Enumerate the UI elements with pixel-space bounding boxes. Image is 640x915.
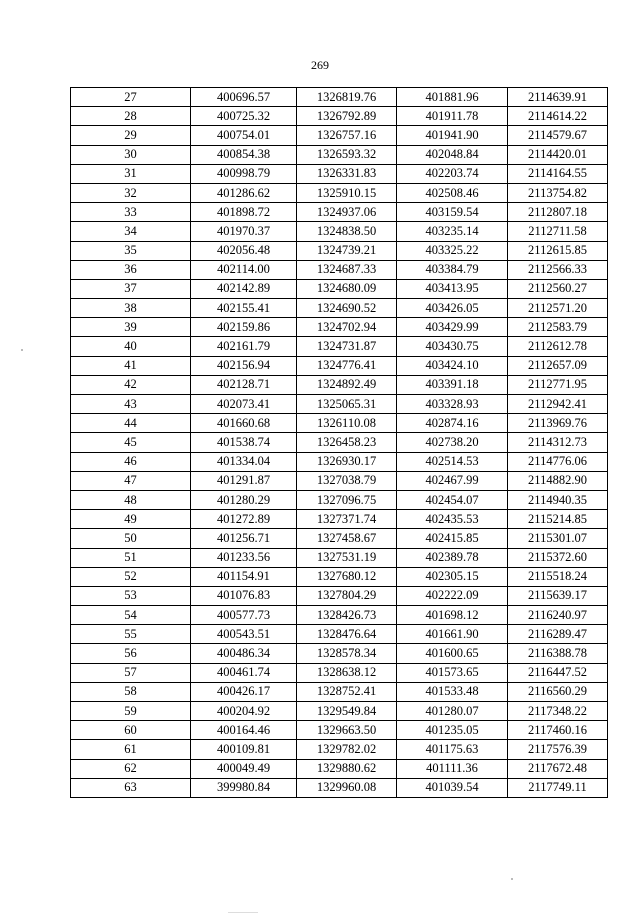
x2-cell: 401235.05 <box>397 721 508 740</box>
point-number-cell: 27 <box>71 88 191 107</box>
y1-cell: 1324739.21 <box>297 241 397 260</box>
y1-cell: 1324690.52 <box>297 299 397 318</box>
point-number-cell: 58 <box>71 682 191 701</box>
y2-cell: 2115518.24 <box>508 567 608 586</box>
y2-cell: 2112807.18 <box>508 203 608 222</box>
y1-cell: 1326757.16 <box>297 126 397 145</box>
x1-cell: 400577.73 <box>191 606 297 625</box>
y2-cell: 2112615.85 <box>508 241 608 260</box>
x1-cell: 401272.89 <box>191 510 297 529</box>
table-row <box>71 337 608 356</box>
x2-cell: 403430.75 <box>397 337 508 356</box>
y1-cell: 1324680.09 <box>297 279 397 298</box>
table-row <box>71 279 608 298</box>
x1-cell: 401233.56 <box>191 548 297 567</box>
y2-cell: 2117348.22 <box>508 702 608 721</box>
point-number-cell: 56 <box>71 644 191 663</box>
point-number-cell: 31 <box>71 164 191 183</box>
scan-speck <box>21 349 23 351</box>
y2-cell: 2112583.79 <box>508 318 608 337</box>
y2-cell: 2114639.91 <box>508 88 608 107</box>
table-body <box>71 88 608 798</box>
y2-cell: 2117460.16 <box>508 721 608 740</box>
y1-cell: 1324937.06 <box>297 203 397 222</box>
y2-cell: 2114312.73 <box>508 433 608 452</box>
y2-cell: 2112711.58 <box>508 222 608 241</box>
y2-cell: 2116447.52 <box>508 663 608 682</box>
x2-cell: 403413.95 <box>397 279 508 298</box>
x1-cell: 400426.17 <box>191 682 297 701</box>
x2-cell: 401039.54 <box>397 778 508 797</box>
table-row <box>71 778 608 797</box>
y1-cell: 1324838.50 <box>297 222 397 241</box>
x2-cell: 402048.84 <box>397 145 508 164</box>
table-row <box>71 107 608 126</box>
y2-cell: 2114420.01 <box>508 145 608 164</box>
x1-cell: 401898.72 <box>191 203 297 222</box>
y1-cell: 1326593.32 <box>297 145 397 164</box>
x1-cell: 402142.89 <box>191 279 297 298</box>
y1-cell: 1324687.33 <box>297 260 397 279</box>
x1-cell: 402073.41 <box>191 395 297 414</box>
point-number-cell: 54 <box>71 606 191 625</box>
point-number-cell: 44 <box>71 414 191 433</box>
x1-cell: 400204.92 <box>191 702 297 721</box>
y2-cell: 2113754.82 <box>508 183 608 202</box>
y1-cell: 1329782.02 <box>297 740 397 759</box>
y2-cell: 2114579.67 <box>508 126 608 145</box>
x2-cell: 401600.65 <box>397 644 508 663</box>
y1-cell: 1326930.17 <box>297 452 397 471</box>
point-number-cell: 63 <box>71 778 191 797</box>
y2-cell: 2114614.22 <box>508 107 608 126</box>
table-row <box>71 606 608 625</box>
y2-cell: 2112771.95 <box>508 375 608 394</box>
y2-cell: 2117576.39 <box>508 740 608 759</box>
point-number-cell: 36 <box>71 260 191 279</box>
table-row <box>71 260 608 279</box>
x2-cell: 403424.10 <box>397 356 508 375</box>
x1-cell: 401660.68 <box>191 414 297 433</box>
x2-cell: 401881.96 <box>397 88 508 107</box>
x2-cell: 401533.48 <box>397 682 508 701</box>
y1-cell: 1326110.08 <box>297 414 397 433</box>
y1-cell: 1324776.41 <box>297 356 397 375</box>
y2-cell: 2115301.07 <box>508 529 608 548</box>
point-number-cell: 33 <box>71 203 191 222</box>
y2-cell: 2116388.78 <box>508 644 608 663</box>
x1-cell: 401154.91 <box>191 567 297 586</box>
point-number-cell: 43 <box>71 395 191 414</box>
x2-cell: 403429.99 <box>397 318 508 337</box>
x2-cell: 401175.63 <box>397 740 508 759</box>
x2-cell: 402467.99 <box>397 471 508 490</box>
table-row <box>71 625 608 644</box>
x1-cell: 401076.83 <box>191 586 297 605</box>
x2-cell: 402508.46 <box>397 183 508 202</box>
point-number-cell: 46 <box>71 452 191 471</box>
y2-cell: 2112657.09 <box>508 356 608 375</box>
x1-cell: 400164.46 <box>191 721 297 740</box>
x1-cell: 402114.00 <box>191 260 297 279</box>
x2-cell: 403328.93 <box>397 395 508 414</box>
x1-cell: 401334.04 <box>191 452 297 471</box>
table-row <box>71 663 608 682</box>
table-row <box>71 318 608 337</box>
point-number-cell: 39 <box>71 318 191 337</box>
y2-cell: 2114940.35 <box>508 490 608 509</box>
table-row <box>71 644 608 663</box>
point-number-cell: 51 <box>71 548 191 567</box>
point-number-cell: 53 <box>71 586 191 605</box>
table-row <box>71 126 608 145</box>
point-number-cell: 32 <box>71 183 191 202</box>
y1-cell: 1324731.87 <box>297 337 397 356</box>
point-number-cell: 50 <box>71 529 191 548</box>
y2-cell: 2112942.41 <box>508 395 608 414</box>
y2-cell: 2117749.11 <box>508 778 608 797</box>
point-number-cell: 60 <box>71 721 191 740</box>
x1-cell: 402155.41 <box>191 299 297 318</box>
x1-cell: 402159.86 <box>191 318 297 337</box>
x1-cell: 402161.79 <box>191 337 297 356</box>
y1-cell: 1327371.74 <box>297 510 397 529</box>
y2-cell: 2115372.60 <box>508 548 608 567</box>
x2-cell: 403235.14 <box>397 222 508 241</box>
x2-cell: 401911.78 <box>397 107 508 126</box>
x2-cell: 402222.09 <box>397 586 508 605</box>
y1-cell: 1328638.12 <box>297 663 397 682</box>
table-row <box>71 375 608 394</box>
point-number-cell: 40 <box>71 337 191 356</box>
y1-cell: 1328426.73 <box>297 606 397 625</box>
point-number-cell: 52 <box>71 567 191 586</box>
table-row <box>71 145 608 164</box>
x1-cell: 400486.34 <box>191 644 297 663</box>
x2-cell: 403426.05 <box>397 299 508 318</box>
table-row <box>71 183 608 202</box>
table-row <box>71 548 608 567</box>
x2-cell: 403325.22 <box>397 241 508 260</box>
table-row <box>71 452 608 471</box>
x2-cell: 401661.90 <box>397 625 508 644</box>
y1-cell: 1326792.89 <box>297 107 397 126</box>
y1-cell: 1325910.15 <box>297 183 397 202</box>
x2-cell: 402305.15 <box>397 567 508 586</box>
point-number-cell: 28 <box>71 107 191 126</box>
x1-cell: 400543.51 <box>191 625 297 644</box>
y2-cell: 2114776.06 <box>508 452 608 471</box>
y1-cell: 1324892.49 <box>297 375 397 394</box>
table-row <box>71 395 608 414</box>
y1-cell: 1327680.12 <box>297 567 397 586</box>
table-row <box>71 164 608 183</box>
y1-cell: 1326819.76 <box>297 88 397 107</box>
x1-cell: 400998.79 <box>191 164 297 183</box>
y1-cell: 1324702.94 <box>297 318 397 337</box>
y1-cell: 1329549.84 <box>297 702 397 721</box>
x2-cell: 402454.07 <box>397 490 508 509</box>
table-row <box>71 222 608 241</box>
scan-speck <box>511 878 513 880</box>
x1-cell: 401291.87 <box>191 471 297 490</box>
y1-cell: 1328578.34 <box>297 644 397 663</box>
point-number-cell: 37 <box>71 279 191 298</box>
x1-cell: 400754.01 <box>191 126 297 145</box>
table-row <box>71 88 608 107</box>
x2-cell: 402389.78 <box>397 548 508 567</box>
coordinates-table <box>70 87 608 798</box>
y1-cell: 1327096.75 <box>297 490 397 509</box>
x1-cell: 400725.32 <box>191 107 297 126</box>
point-number-cell: 48 <box>71 490 191 509</box>
point-number-cell: 29 <box>71 126 191 145</box>
point-number-cell: 34 <box>71 222 191 241</box>
x1-cell: 400049.49 <box>191 759 297 778</box>
point-number-cell: 42 <box>71 375 191 394</box>
x2-cell: 402874.16 <box>397 414 508 433</box>
table-row <box>71 471 608 490</box>
x2-cell: 401573.65 <box>397 663 508 682</box>
x1-cell: 400696.57 <box>191 88 297 107</box>
x2-cell: 401941.90 <box>397 126 508 145</box>
y2-cell: 2112566.33 <box>508 260 608 279</box>
point-number-cell: 35 <box>71 241 191 260</box>
x2-cell: 403391.18 <box>397 375 508 394</box>
x1-cell: 401538.74 <box>191 433 297 452</box>
point-number-cell: 61 <box>71 740 191 759</box>
table-row <box>71 567 608 586</box>
y2-cell: 2115639.17 <box>508 586 608 605</box>
point-number-cell: 41 <box>71 356 191 375</box>
page-number: 269 <box>311 58 329 72</box>
point-number-cell: 45 <box>71 433 191 452</box>
point-number-cell: 55 <box>71 625 191 644</box>
table-row <box>71 490 608 509</box>
y1-cell: 1327804.29 <box>297 586 397 605</box>
table-row <box>71 356 608 375</box>
x2-cell: 403159.54 <box>397 203 508 222</box>
point-number-cell: 30 <box>71 145 191 164</box>
x2-cell: 402514.53 <box>397 452 508 471</box>
scan-speck <box>228 912 258 913</box>
y1-cell: 1325065.31 <box>297 395 397 414</box>
table-row <box>71 529 608 548</box>
x1-cell: 402156.94 <box>191 356 297 375</box>
y2-cell: 2112612.78 <box>508 337 608 356</box>
x2-cell: 401280.07 <box>397 702 508 721</box>
y2-cell: 2114882.90 <box>508 471 608 490</box>
table-row <box>71 510 608 529</box>
table-row <box>71 740 608 759</box>
y2-cell: 2116560.29 <box>508 682 608 701</box>
x1-cell: 401280.29 <box>191 490 297 509</box>
x1-cell: 400854.38 <box>191 145 297 164</box>
y1-cell: 1329960.08 <box>297 778 397 797</box>
y1-cell: 1329663.50 <box>297 721 397 740</box>
table-row <box>71 299 608 318</box>
x1-cell: 401286.62 <box>191 183 297 202</box>
y2-cell: 2112571.20 <box>508 299 608 318</box>
y1-cell: 1329880.62 <box>297 759 397 778</box>
point-number-cell: 57 <box>71 663 191 682</box>
y2-cell: 2113969.76 <box>508 414 608 433</box>
point-number-cell: 59 <box>71 702 191 721</box>
y2-cell: 2114164.55 <box>508 164 608 183</box>
x1-cell: 401970.37 <box>191 222 297 241</box>
x1-cell: 400109.81 <box>191 740 297 759</box>
y2-cell: 2116289.47 <box>508 625 608 644</box>
x2-cell: 402435.53 <box>397 510 508 529</box>
table-row <box>71 203 608 222</box>
y1-cell: 1326458.23 <box>297 433 397 452</box>
table-row <box>71 586 608 605</box>
table-row <box>71 433 608 452</box>
x1-cell: 402056.48 <box>191 241 297 260</box>
x2-cell: 402415.85 <box>397 529 508 548</box>
x1-cell: 400461.74 <box>191 663 297 682</box>
point-number-cell: 62 <box>71 759 191 778</box>
y1-cell: 1328476.64 <box>297 625 397 644</box>
x2-cell: 401111.36 <box>397 759 508 778</box>
y2-cell: 2112560.27 <box>508 279 608 298</box>
table-row <box>71 241 608 260</box>
y1-cell: 1326331.83 <box>297 164 397 183</box>
y2-cell: 2115214.85 <box>508 510 608 529</box>
x2-cell: 402203.74 <box>397 164 508 183</box>
point-number-cell: 47 <box>71 471 191 490</box>
x1-cell: 401256.71 <box>191 529 297 548</box>
table-row <box>71 721 608 740</box>
x1-cell: 402128.71 <box>191 375 297 394</box>
y2-cell: 2117672.48 <box>508 759 608 778</box>
y1-cell: 1327038.79 <box>297 471 397 490</box>
table-row <box>71 414 608 433</box>
y1-cell: 1327458.67 <box>297 529 397 548</box>
y2-cell: 2116240.97 <box>508 606 608 625</box>
table-row <box>71 682 608 701</box>
x2-cell: 402738.20 <box>397 433 508 452</box>
x2-cell: 401698.12 <box>397 606 508 625</box>
point-number-cell: 38 <box>71 299 191 318</box>
table-row <box>71 759 608 778</box>
x1-cell: 399980.84 <box>191 778 297 797</box>
point-number-cell: 49 <box>71 510 191 529</box>
table-row <box>71 702 608 721</box>
x2-cell: 403384.79 <box>397 260 508 279</box>
y1-cell: 1328752.41 <box>297 682 397 701</box>
y1-cell: 1327531.19 <box>297 548 397 567</box>
